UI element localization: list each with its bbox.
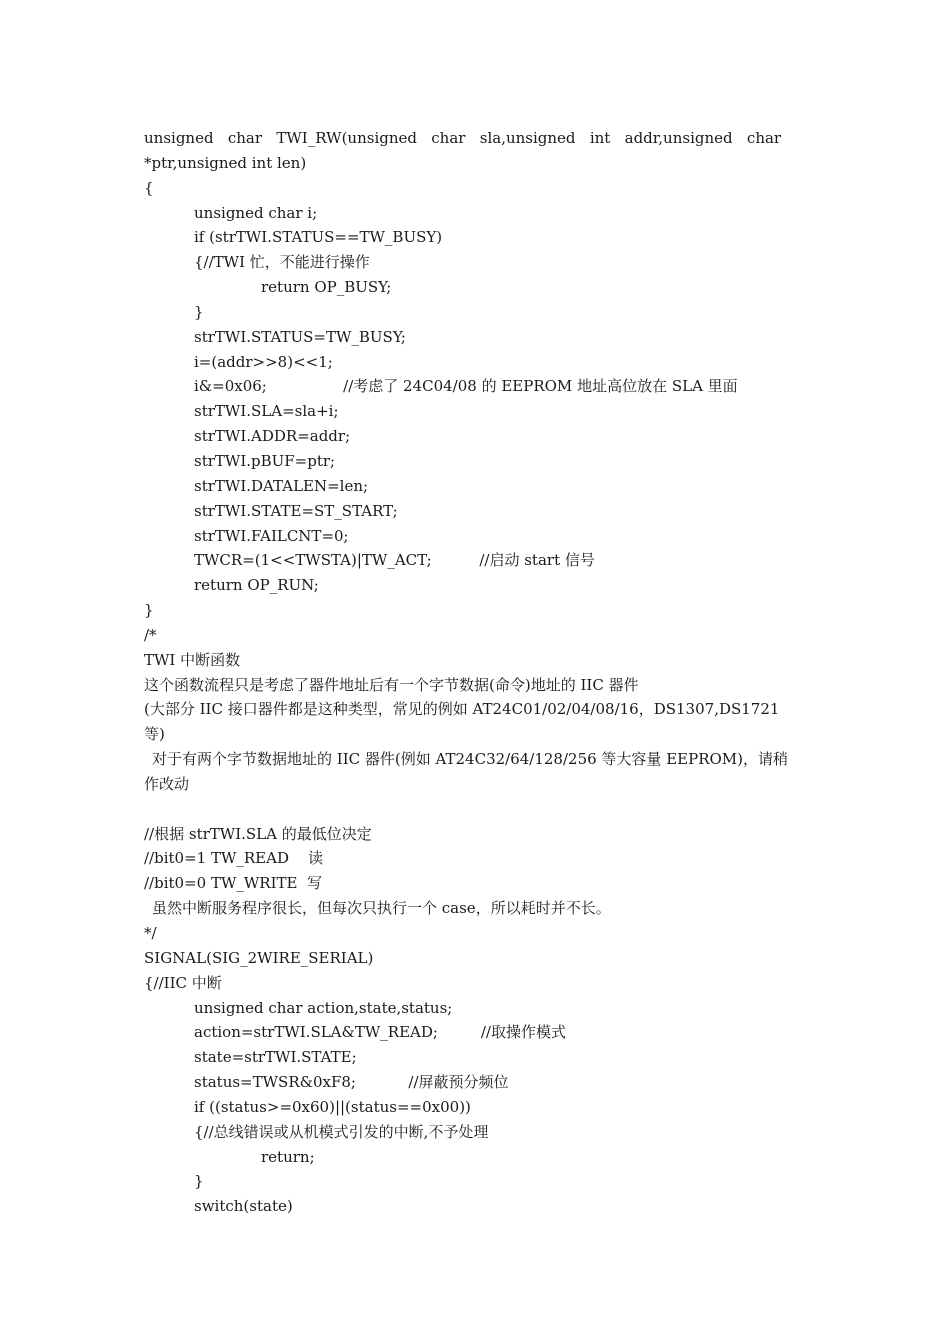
code-line: strTWI.pBUF=ptr;: [194, 451, 336, 470]
comment-line: 对于有两个字节数据地址的 IIC 器件(例如 AT24C32/64/128/256 等大容量 EEPROM)，请稍: [152, 750, 788, 769]
code-line: strTWI.SLA=sla+i;: [194, 402, 339, 421]
comment-line: //根据 strTWI.SLA 的最低位决定: [144, 824, 372, 843]
comment-line: /*: [144, 625, 157, 644]
blank-line: [144, 797, 806, 822]
code-line: strTWI.FAILCNT=0;: [194, 526, 349, 545]
code-line: }: [194, 302, 204, 321]
code-line: if (strTWI.STATUS==TW_BUSY): [194, 228, 443, 247]
code-line: {//IIC 中断: [144, 973, 222, 992]
code-line: unsigned char action,state,status;: [194, 998, 453, 1017]
code-line: status=TWSR&0xF8; //屏蔽预分频位: [194, 1073, 509, 1092]
code-line: }: [194, 1172, 204, 1191]
code-line: i&=0x06; //考虑了 24C04/08 的 EEPROM 地址高位放在 SLA 里面: [194, 377, 738, 396]
code-line: *ptr,unsigned int len): [144, 153, 307, 172]
code-line: switch(state): [194, 1197, 293, 1216]
code-line: unsigned char TWI_RW(unsigned char sla,unsigned int addr,unsigned char: [144, 129, 782, 147]
code-line: unsigned char i;: [194, 203, 318, 222]
comment-line: 等): [144, 725, 165, 744]
code-line: return OP_BUSY;: [261, 278, 392, 297]
comment-line: 作改动: [144, 774, 190, 793]
code-line: strTWI.STATUS=TW_BUSY;: [194, 327, 406, 346]
code-listing: [144, 126, 806, 1219]
code-line: action=strTWI.SLA&TW_READ; //取操作模式: [194, 1023, 566, 1042]
comment-line: //bit0=0 TW_WRITE 写: [144, 874, 323, 893]
code-line: if ((status>=0x60)||(status==0x00)): [194, 1097, 471, 1116]
comment-line: 虽然中断服务程序很长，但每次只执行一个 case，所以耗时并不长。: [152, 899, 611, 918]
code-line: return;: [261, 1147, 315, 1166]
code-line: TWCR=(1<<TWSTA)|TW_ACT; //启动 start 信号: [194, 551, 595, 570]
comment-line: (大部分 IIC 接口器件都是这种类型，常见的例如 AT24C01/02/04/08/16，DS1307,DS1721: [144, 700, 780, 719]
comment-line: */: [144, 924, 157, 942]
comment-line: //bit0=1 TW_READ 读: [144, 849, 324, 868]
code-line: {//总线错误或从机模式引发的中断,不予处理: [194, 1122, 489, 1141]
code-line: return OP_RUN;: [194, 576, 319, 595]
code-line: i=(addr>>8)<<1;: [194, 352, 333, 371]
code-line: SIGNAL(SIG_2WIRE_SERIAL): [144, 948, 374, 967]
comment-line: 这个函数流程只是考虑了器件地址后有一个字节数据(命令)地址的 IIC 器件: [144, 675, 639, 694]
code-line: strTWI.DATALEN=len;: [194, 476, 369, 495]
code-line: state=strTWI.STATE;: [194, 1048, 357, 1067]
code-line: strTWI.ADDR=addr;: [194, 427, 351, 446]
code-line: }: [144, 601, 154, 620]
comment-line: TWI 中断函数: [144, 650, 241, 669]
code-line: {: [144, 178, 154, 197]
code-line: {//TWI 忙，不能进行操作: [194, 253, 370, 272]
code-line: strTWI.STATE=ST_START;: [194, 501, 398, 520]
